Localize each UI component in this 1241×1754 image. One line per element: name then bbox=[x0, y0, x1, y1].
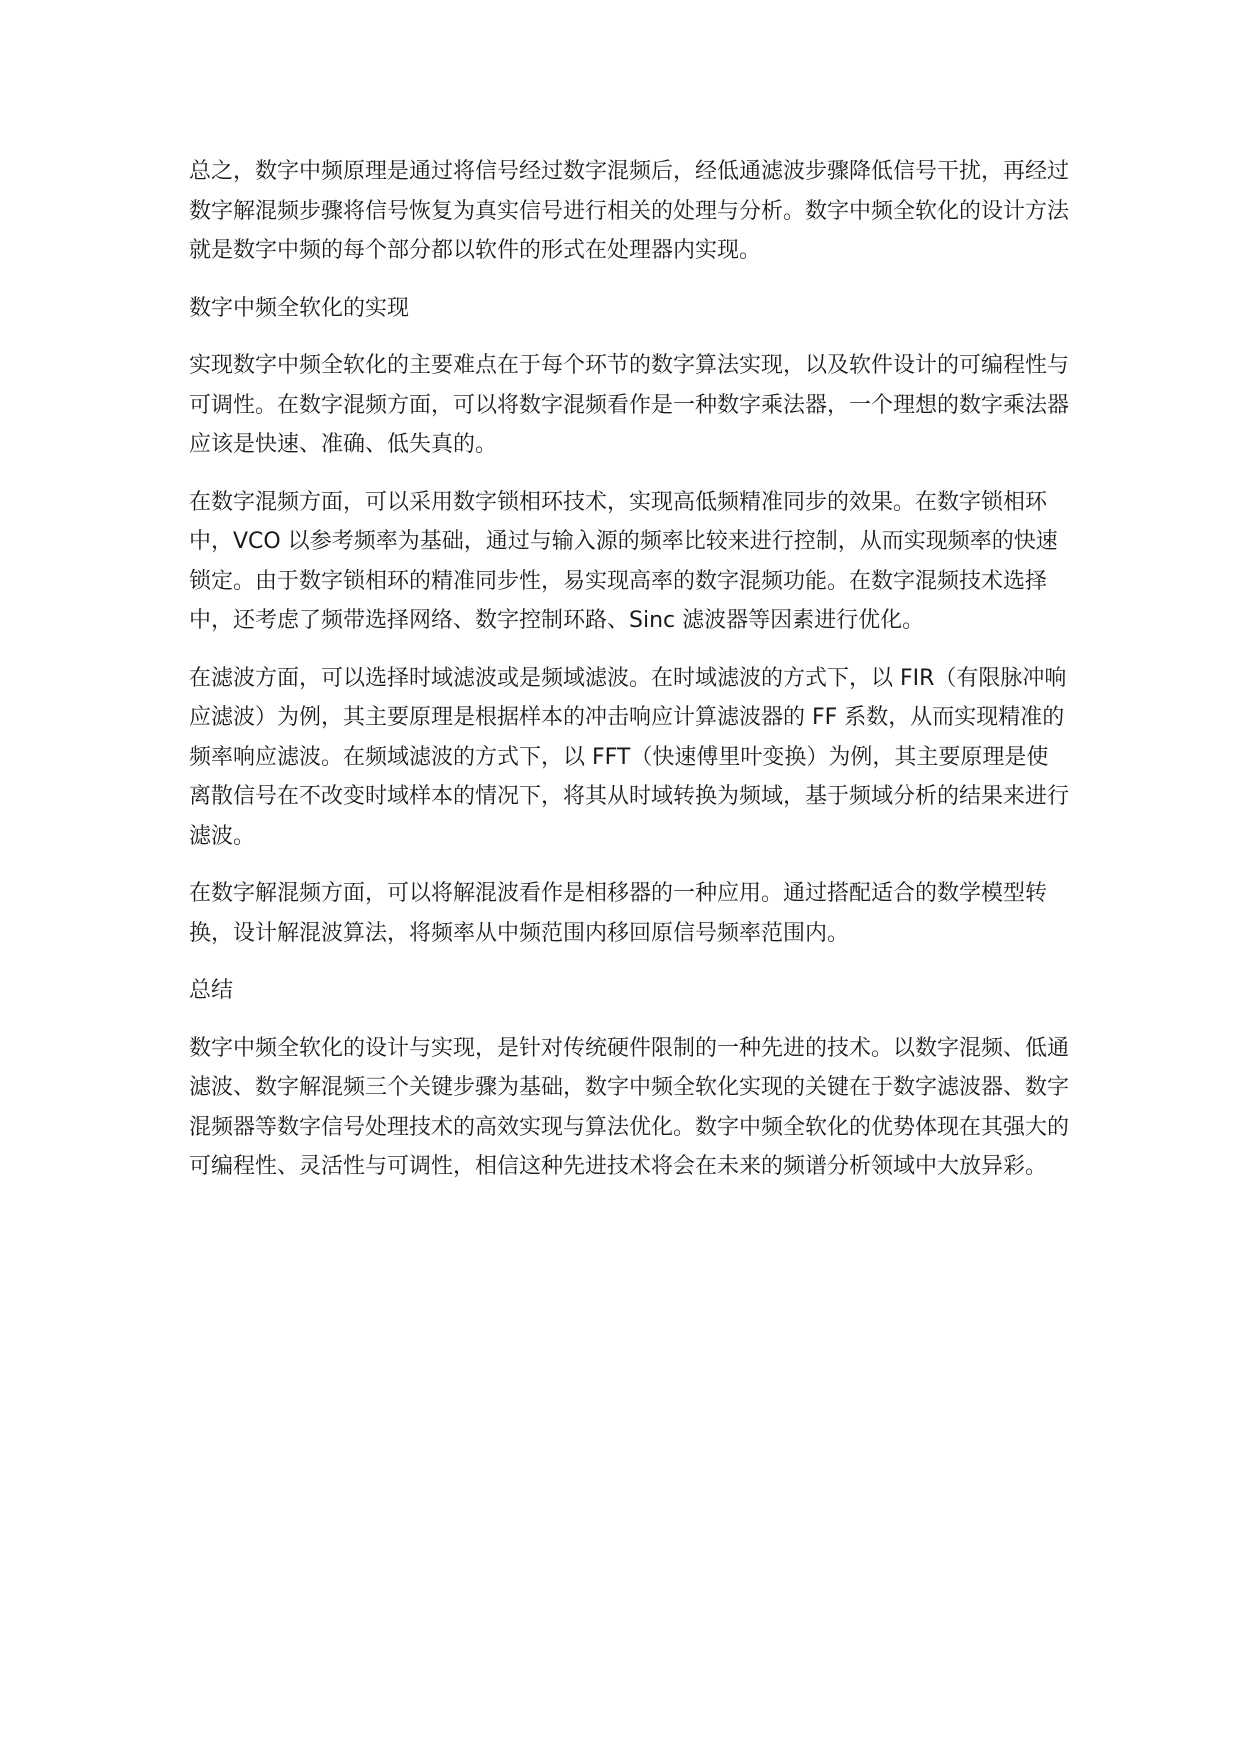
section-heading-conclusion: 总结 bbox=[189, 978, 234, 1003]
paragraph-digital-mixing-pll: 在数字混频方面，可以采用数字锁相环技术，实现高低频精准同步的效果。在数字锁相环中，VCO 以参考频率为基础，通过与输入源的频率比较来进行控制，从而实现频率的快速锁定。由于数字锁相环的精准同步性，易实现高率的数字混频功能。在数字混频技术选择中，还考虑了频带选择网络、数字控制环路、Sinc 滤波器等因素进行优化。 bbox=[189, 489, 1058, 633]
paragraph-implementation-difficulty: 实现数字中频全软化的主要难点在于每个环节的数字算法实现，以及软件设计的可编程性与可调性。在数字混频方面，可以将数字混频看作是一种数字乘法器，一个理想的数字乘法器应该是快速、准确、低失真的。 bbox=[189, 353, 1070, 457]
paragraph-summary-principle: 总之，数字中频原理是通过将信号经过数字混频后，经低通滤波步骤降低信号干扰，再经过数字解混频步骤将信号恢复为真实信号进行相关的处理与分析。数字中频全软化的设计方法就是数字中频的每个部分都以软件的形式在处理器内实现。 bbox=[189, 159, 1070, 263]
paragraph-digital-demixing: 在数字解混频方面，可以将解混波看作是相移器的一种应用。通过搭配适合的数学模型转换，设计解混波算法，将频率从中频范围内移回原信号频率范围内。 bbox=[189, 881, 1048, 946]
section-heading-implementation: 数字中频全软化的实现 bbox=[189, 295, 410, 321]
paragraph-filtering: 在滤波方面，可以选择时域滤波或是频域滤波。在时域滤波的方式下，以 FIR（有限脉冲响应滤波）为例，其主要原理是根据样本的冲击响应计算滤波器的 FF 系数，从而实现精准的频率响应滤波。在频域滤波的方式下，以 FFT（快速傅里叶变换）为例，其主要原理是使离散信号在不改变时域样本的情况下，将其从时域转换为频域，基于频域分析的结果来进行滤波。 bbox=[189, 665, 1070, 849]
document-body bbox=[189, 152, 1069, 1205]
paragraph-conclusion: 数字中频全软化的设计与实现，是针对传统硬件限制的一种先进的技术。以数字混频、低通滤波、数字解混频三个关键步骤为基础，数字中频全软化实现的关键在于数字滤波器、数字混频器等数字信号处理技术的高效实现与算法优化。数字中频全软化的优势体现在其强大的可编程性、灵活性与可调性，相信这种先进技术将会在未来的频谱分析领域中大放异彩。 bbox=[189, 1035, 1070, 1179]
